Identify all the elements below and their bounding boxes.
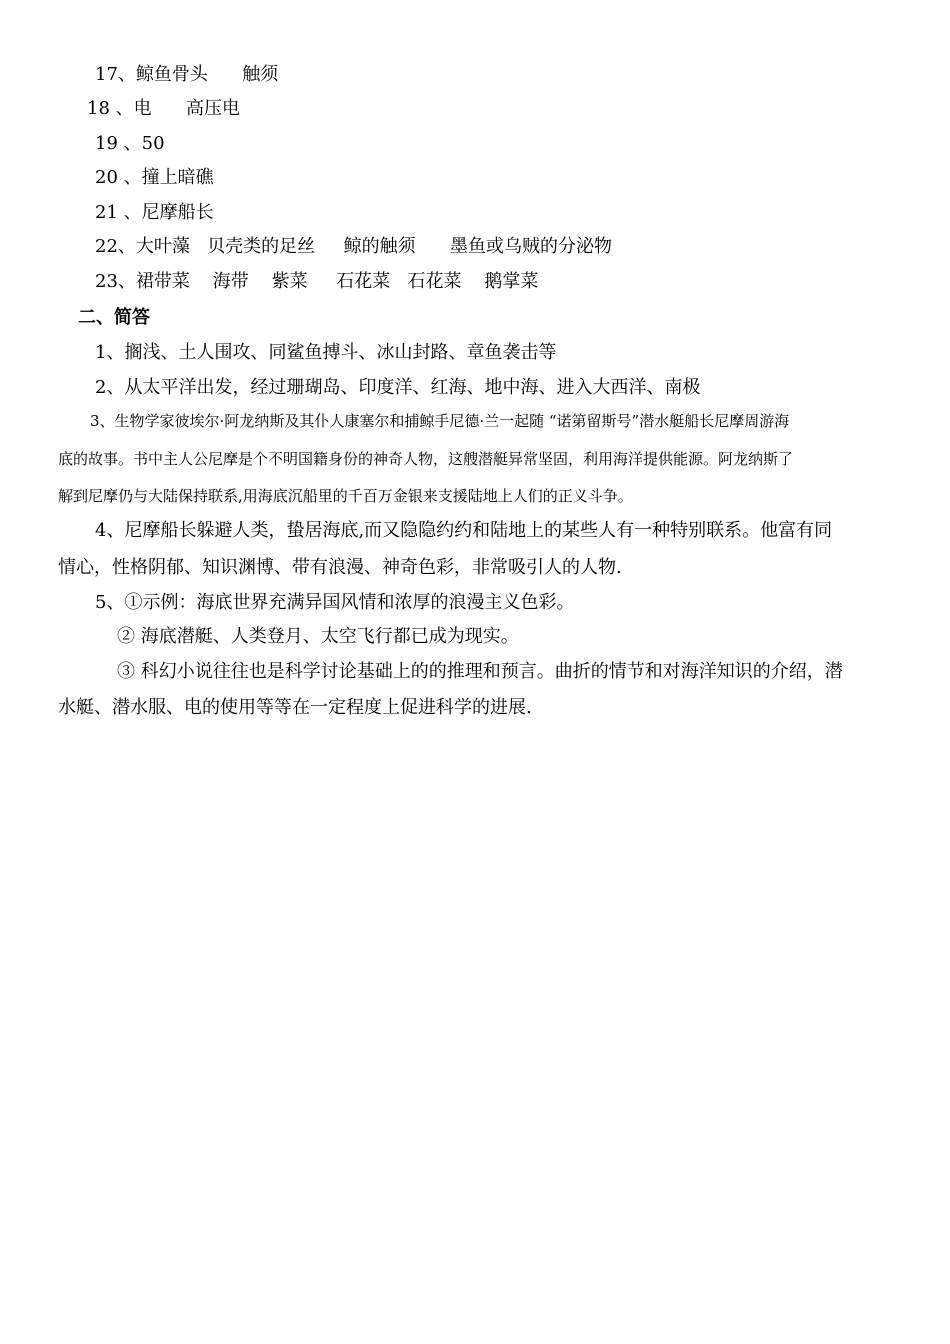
short-answer-2: 2、从太平洋出发，经过珊瑚岛、印度洋、红海、地中海、进入大西洋、南极 (95, 377, 701, 398)
short-answer-3-line-1: 3、生物学家彼埃尔·阿龙纳斯及其仆人康塞尔和捕鲸手尼德·兰一起随 “诺第留斯号”潜水艇船长尼摩周游海 (90, 412, 790, 430)
short-answer-3-line-3: 解到尼摩仍与大陆保持联系,用海底沉船里的千百万金银来支援陆地上人们的正义斗争。 (58, 487, 633, 505)
short-answer-4-line-2: 情心，性格阴郁、知识渊博、带有浪漫、神奇色彩，非常吸引人的人物. (58, 557, 622, 578)
section-heading-short-answer: 二、简答 (78, 307, 150, 328)
short-answer-5-line-4: 水艇、潜水服、电的使用等等在一定程度上促进科学的进展. (58, 697, 532, 718)
answer-20: 20 、撞上暗礁 (95, 167, 214, 188)
short-answer-3-line-2: 底的故事。书中主人公尼摩是个不明国籍身份的神奇人物，这艘潜艇异常坚固，利用海洋提供能源。阿龙纳斯了 (58, 450, 794, 468)
answer-22: 22、大叶藻 贝壳类的足丝 鲸的触须 墨鱼或乌贼的分泌物 (95, 236, 613, 257)
short-answer-1: 1、搁浅、土人围攻、同鲨鱼搏斗、冰山封路、章鱼袭击等 (95, 342, 557, 363)
short-answer-5-line-3: ③ 科幻小说往往也是科学讨论基础上的的推理和预言。曲折的情节和对海洋知识的介绍，潜 (117, 661, 843, 682)
answer-23: 23、裙带菜 海带 紫菜 石花菜 石花菜 鹅掌菜 (95, 271, 539, 292)
short-answer-4-line-1: 4、尼摩船长躲避人类，蛰居海底,而又隐隐约约和陆地上的某些人有一种特别联系。他富有同 (95, 520, 833, 541)
answer-18: 18 、电 高压电 (87, 98, 240, 119)
answer-21: 21 、尼摩船长 (95, 202, 214, 223)
short-answer-5-line-2: ② 海底潜艇、人类登月、太空飞行都已成为现实。 (117, 626, 519, 647)
short-answer-5-line-1: 5、①示例：海底世界充满异国风情和浓厚的浪漫主义色彩。 (95, 592, 575, 613)
answer-17: 17、鲸鱼骨头 触须 (95, 64, 279, 85)
answer-19: 19 、50 (95, 133, 165, 154)
